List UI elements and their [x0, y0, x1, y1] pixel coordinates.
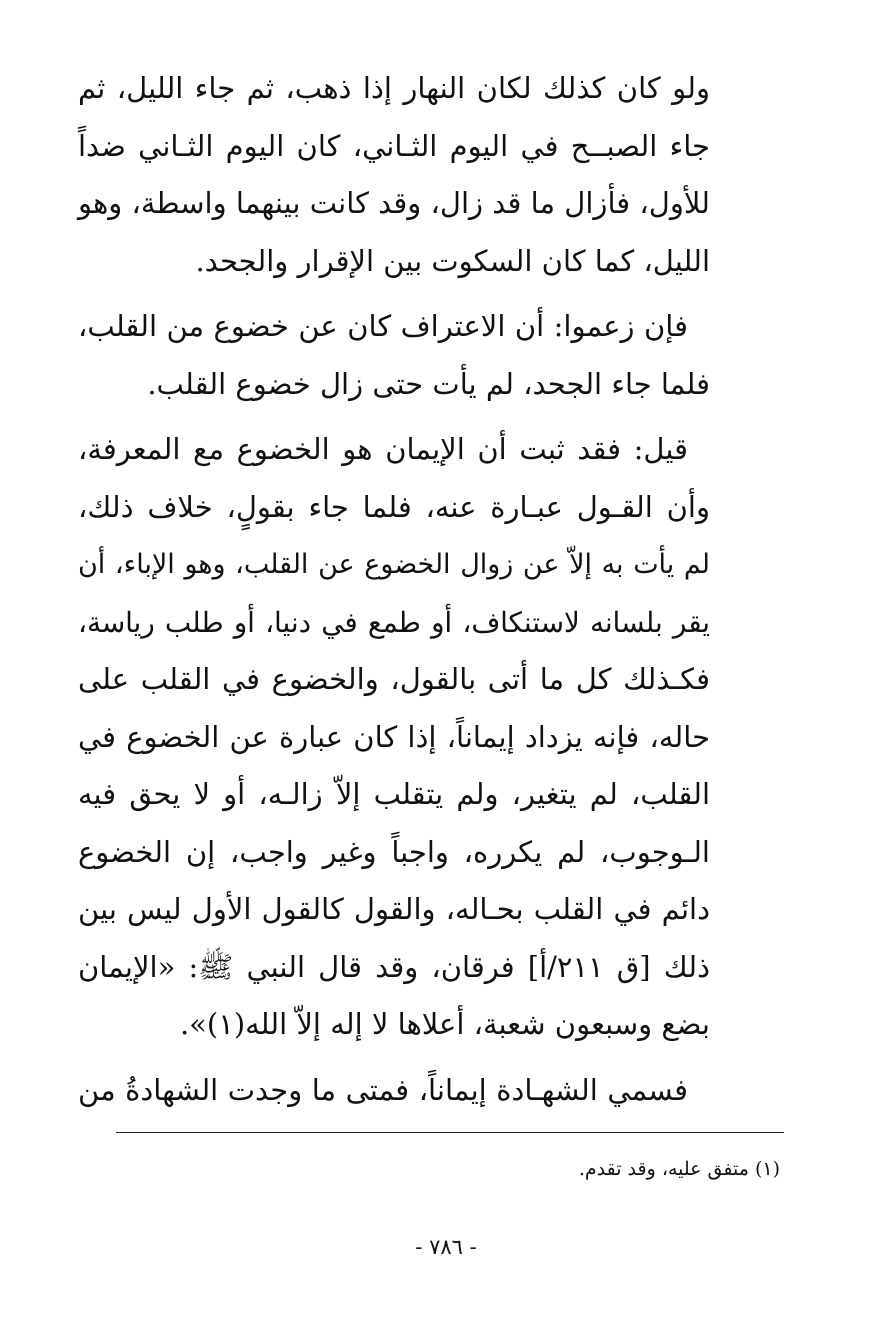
text-line: القلب، لم يتغير، ولم يتقلب إلاّ زالـه، أو لا يحق فيه: [78, 777, 710, 811]
main-text: [78, 60, 710, 1119]
footnote: (١) متفق عليه، وقد تقدم.: [578, 1158, 780, 1180]
text-line: فكـذلك كل ما أتى بالقول، والخضوع في القلب على: [78, 662, 710, 696]
text-line: لم يأت به إلاّ عن زوال الخضوع عن القلب، وهو الإباء، أن: [78, 549, 710, 580]
footnote-divider: [116, 1132, 784, 1133]
text-line: للأول، فأزال ما قد زال، وقد كانت بينهما واسطة، وهو: [78, 186, 710, 220]
text-line: ولو كان كذلك لكان النهار إذا ذهب، ثم جاء الليل، ثم: [78, 71, 710, 105]
text-line: الـوجوب، لم يكرره، واجباً وغير واجب، إن الخضوع: [78, 834, 710, 869]
paragraph-1: [78, 60, 710, 290]
page-number: - ٧٨٦ -: [415, 1235, 477, 1259]
text-line: ذلك [ق ٢١١/أ] فرقان، وقد قال النبي ﷺ: «الإيمان: [78, 949, 710, 984]
text-line: جاء الصبــح في اليوم الثـاني، كان اليوم الثـاني ضداً: [78, 128, 710, 163]
text-line: فسمي الشهـادة إيماناً، فمتى ما وجدت الشهادةُ من: [78, 1072, 688, 1107]
text-line: حاله، فإنه يزداد إيماناً، إذا كان عبارة عن الخضوع في: [78, 719, 710, 754]
text-line: وأن القـول عبـارة عنه، فلما جاء بقولٍ، خلاف ذلك،: [78, 489, 710, 524]
text-line: بضع وسبعون شعبة، أعلاها لا إله إلاّ الله(١)».: [179, 1007, 710, 1041]
paragraph-4: [78, 1062, 710, 1120]
text-line: قيل: فقد ثبت أن الإيمان هو الخضوع مع المعرفة،: [78, 432, 688, 466]
text-line: الليل، كما كان السكوت بين الإقرار والجحد.: [195, 243, 710, 278]
text-line: دائم في القلب بحـاله، والقول كالقول الأول ليس بين: [78, 892, 710, 926]
text-line: يقر بلسانه لاستنكاف، أو طمع في دنيا، أو طلب رياسة،: [78, 605, 710, 639]
paragraph-2: [78, 298, 710, 413]
paragraph-3: [78, 421, 710, 1054]
text-line: فإن زعموا: أن الاعتراف كان عن خضوع من القلب،: [78, 309, 688, 343]
text-line: فلما جاء الجحد، لم يأت حتى زال خضوع القلب.: [147, 366, 710, 401]
